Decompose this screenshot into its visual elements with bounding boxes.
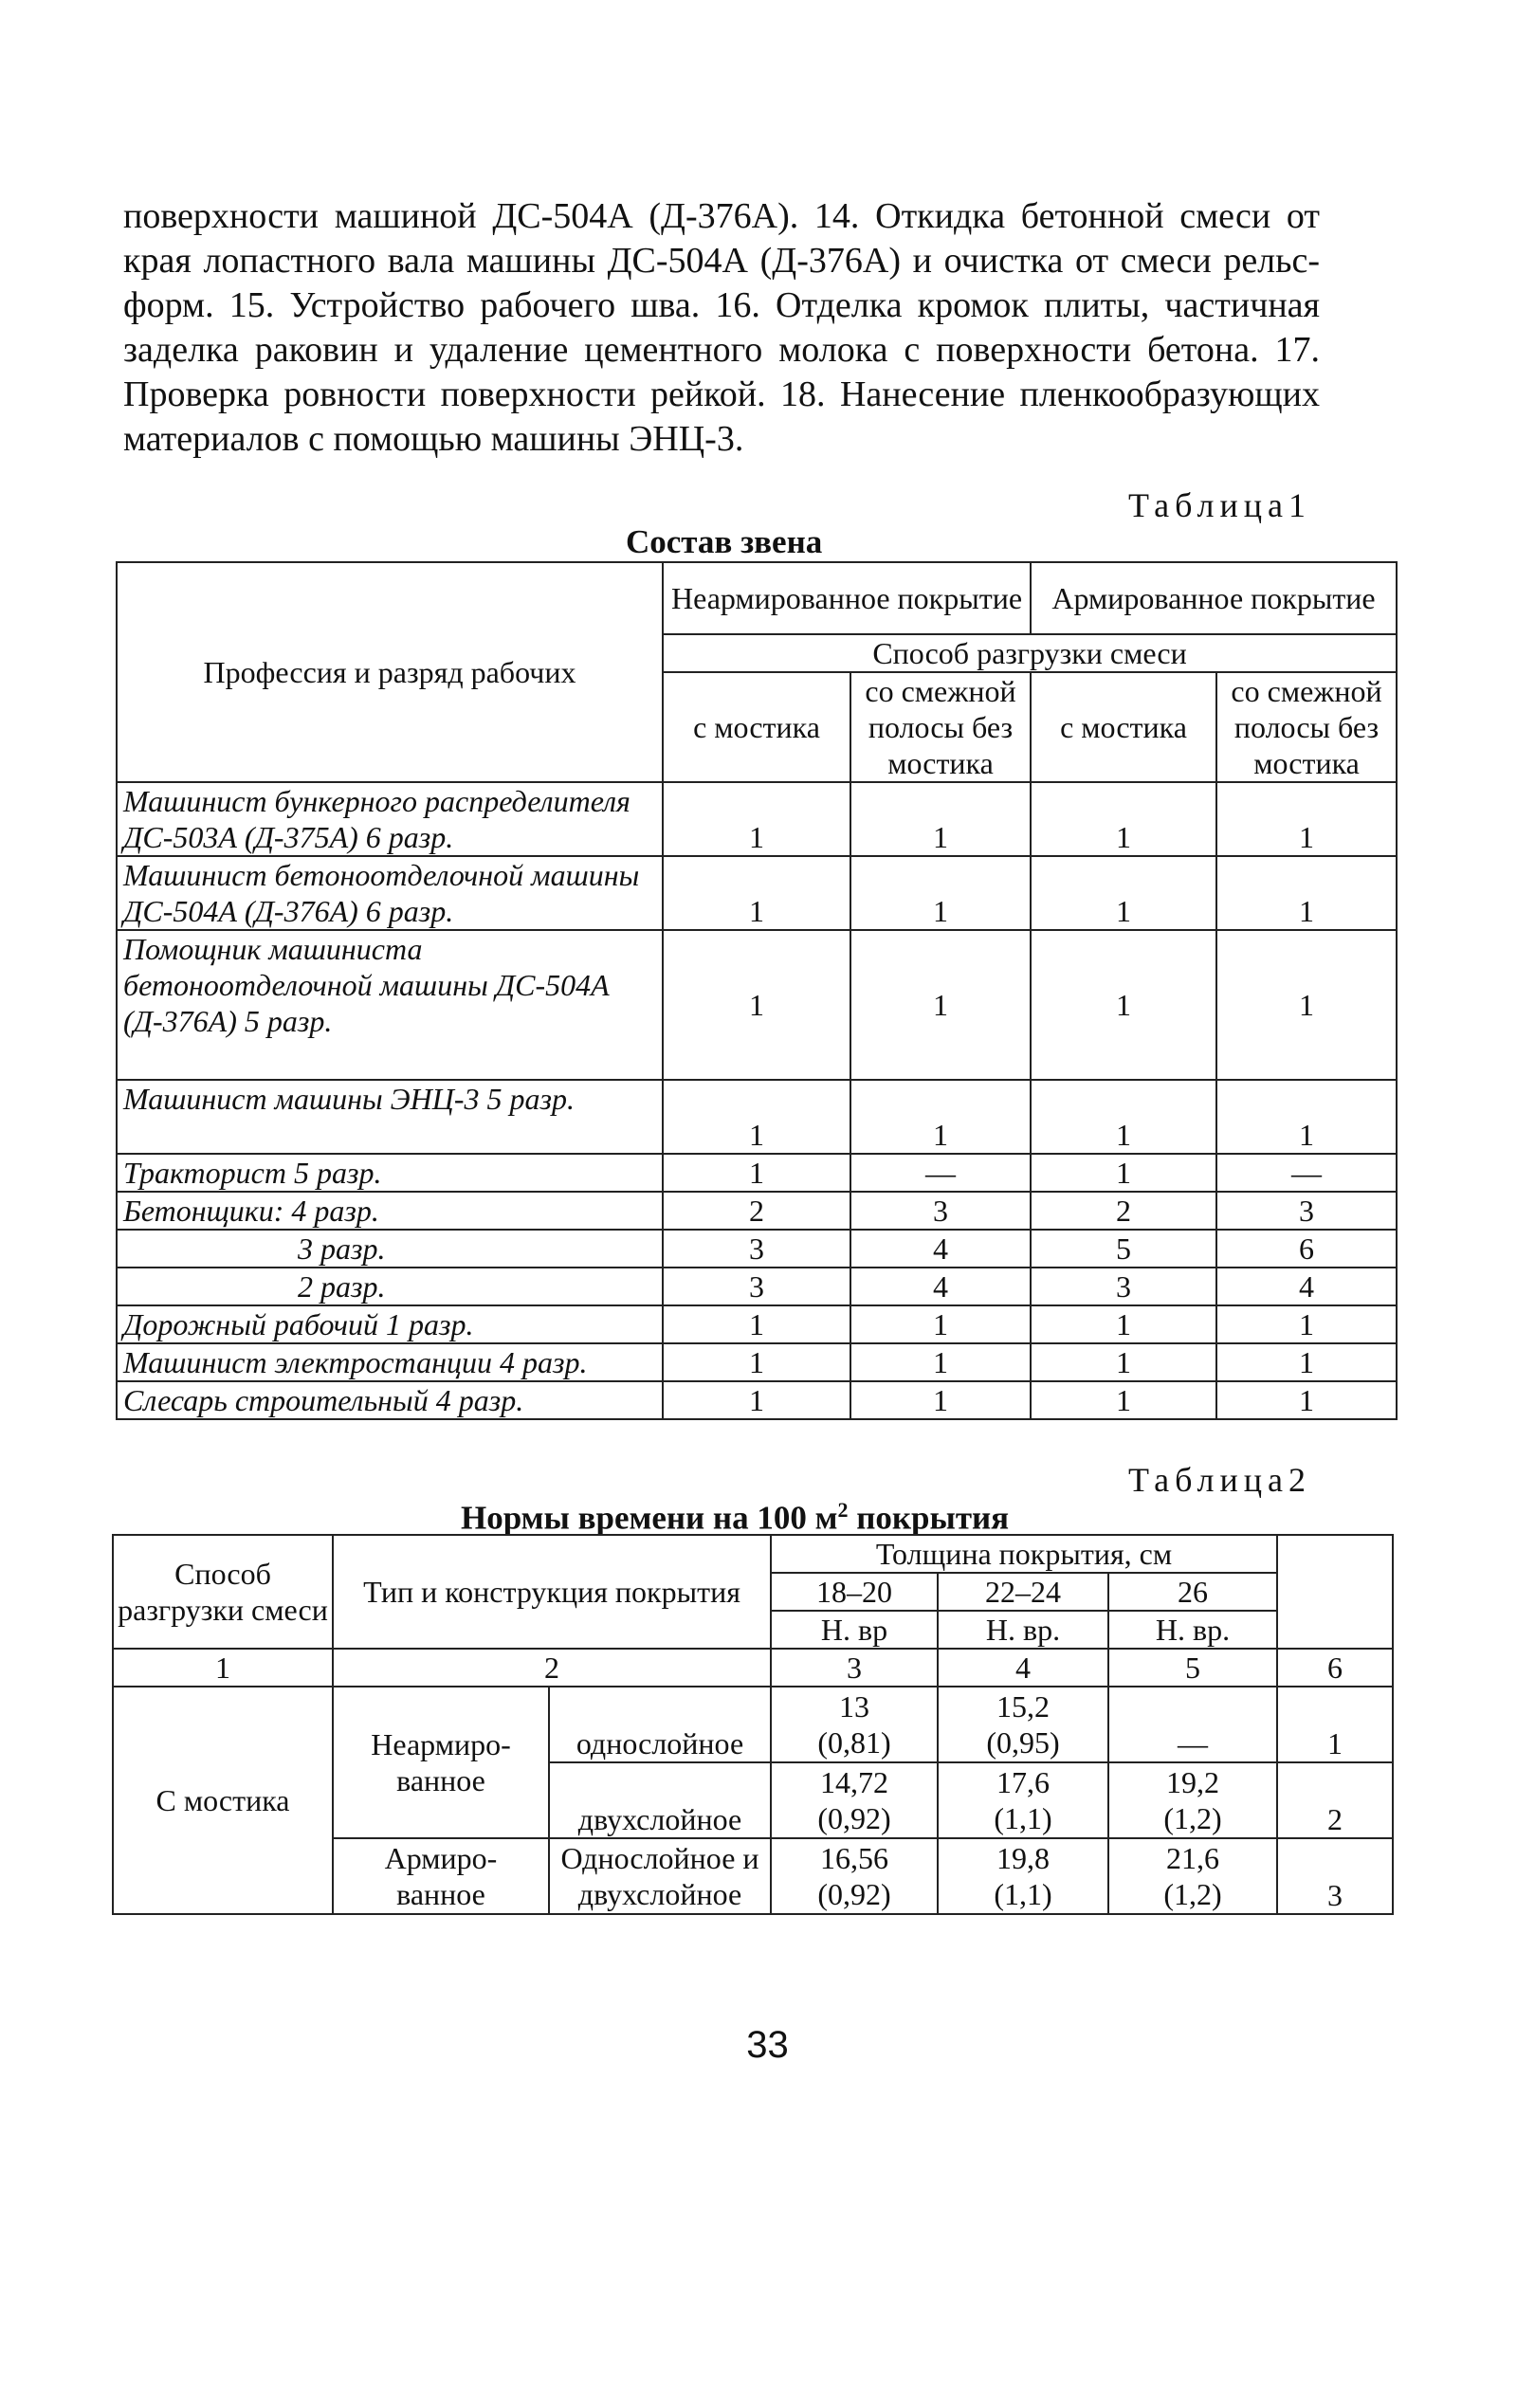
value-cell — [1108, 1838, 1277, 1914]
header-reinforced: Армированное покрытие — [1031, 562, 1397, 634]
count-cell: 4 — [1216, 1268, 1397, 1305]
column-number: 1 — [113, 1649, 333, 1687]
header-from-bridge: с мостика — [663, 672, 850, 782]
row-number-cell: 2 — [1277, 1762, 1393, 1838]
norm-value: 19,8 — [996, 1841, 1050, 1875]
value-cell — [771, 1687, 938, 1762]
count-cell: 1 — [1216, 856, 1397, 930]
header-unloading-method: Способ разгрузки смеси — [663, 634, 1397, 672]
profession-cell: Тракторист 5 разр. — [117, 1154, 663, 1192]
method-cell: С мостика — [113, 1687, 333, 1914]
header-empty — [1277, 1535, 1393, 1649]
count-cell: 1 — [1031, 1080, 1216, 1154]
count-cell: 1 — [1216, 1381, 1397, 1419]
header-thickness-18-20: 18–20 — [771, 1573, 938, 1611]
count-cell: 1 — [850, 1080, 1031, 1154]
header-thickness-22-24: 22–24 — [938, 1573, 1108, 1611]
count-cell: 1 — [850, 782, 1031, 856]
profession-cell: Дорожный рабочий 1 разр. — [117, 1305, 663, 1343]
count-cell: 3 — [663, 1230, 850, 1268]
count-cell: 1 — [1031, 1343, 1216, 1381]
table1-title: Состав звена — [626, 523, 823, 560]
count-cell: 1 — [663, 930, 850, 1080]
count-cell: 2 — [1031, 1192, 1216, 1230]
value-cell — [1108, 1762, 1277, 1838]
table2-title-superscript: 2 — [837, 1498, 849, 1522]
profession-cell: Бетонщики: 4 разр. — [117, 1192, 663, 1230]
count-cell: 1 — [1216, 782, 1397, 856]
table-row — [117, 1230, 1397, 1268]
profession-cell: 3 разр. — [117, 1230, 663, 1268]
norm-value-secondary: (1,1) — [994, 1801, 1052, 1835]
table2-title — [461, 1498, 1009, 1538]
table-row — [117, 1080, 1397, 1154]
construction-double-cell: двухслойное — [549, 1762, 771, 1838]
header-unreinforced: Неармированное покрытие — [663, 562, 1031, 634]
value-cell — [771, 1838, 938, 1914]
count-cell: 1 — [663, 782, 850, 856]
count-cell: — — [1216, 1154, 1397, 1192]
norm-value-secondary: (0,81) — [817, 1725, 891, 1760]
norm-value-secondary: (0,95) — [986, 1725, 1060, 1760]
norm-value-secondary: (1,1) — [994, 1877, 1052, 1911]
header-from-bridge: с мостика — [1031, 672, 1216, 782]
crew-composition-table — [116, 561, 1398, 1420]
count-cell: 1 — [663, 1381, 850, 1419]
value-cell — [771, 1762, 938, 1838]
count-cell: 4 — [850, 1230, 1031, 1268]
body-paragraph: поверхности машиной ДС-504А (Д-376А). 14. Откидка бетонной смеси от края лопастного вала машины ДС-504А (Д-376А) и очистка от смеси рельс-форм. 15. Устройство рабочего шва. 16. Отделка кромок плиты, частичная заделка раковин и удаление цементного молока с поверхности бетона. 17. Проверка ровности поверхности рейкой. 18. Нанесение пленкообразующих материалов с помощью машины ЭНЦ-3. — [123, 196, 1320, 459]
count-cell: — — [850, 1154, 1031, 1192]
table-row — [117, 856, 1397, 930]
count-cell: 1 — [1031, 1381, 1216, 1419]
norm-value-secondary: (1,2) — [1163, 1877, 1222, 1911]
count-cell: 3 — [1031, 1268, 1216, 1305]
count-cell: 6 — [1216, 1230, 1397, 1268]
norm-value: 16,56 — [820, 1841, 888, 1875]
table-row — [117, 930, 1397, 1080]
norm-value-secondary: (1,2) — [1163, 1801, 1222, 1835]
norm-value-secondary: (0,92) — [817, 1877, 891, 1911]
count-cell: 1 — [850, 856, 1031, 930]
count-cell: 1 — [1216, 1305, 1397, 1343]
count-cell: 1 — [663, 1343, 850, 1381]
norm-value: 21,6 — [1166, 1841, 1219, 1875]
norm-value: 15,2 — [996, 1689, 1050, 1724]
column-number: 4 — [938, 1649, 1108, 1687]
count-cell: 1 — [850, 930, 1031, 1080]
table2-title-suffix: покрытия — [848, 1499, 1010, 1537]
table-row — [117, 1305, 1397, 1343]
count-cell: 1 — [1031, 930, 1216, 1080]
table1-caption: Таблица1 — [1128, 486, 1311, 524]
header-unloading-method: Способ разгрузки смеси — [113, 1535, 333, 1649]
profession-cell: Машинист бункерного распределителя ДС-503А (Д-375А) 6 разр. — [117, 782, 663, 856]
table-row — [117, 1154, 1397, 1192]
count-cell: 2 — [663, 1192, 850, 1230]
count-cell: 1 — [850, 1305, 1031, 1343]
header-adjacent-lane: со смежной полосы без мостика — [1216, 672, 1397, 782]
table-row — [117, 1192, 1397, 1230]
value-cell — [938, 1687, 1108, 1762]
count-cell: 3 — [1216, 1192, 1397, 1230]
count-cell: 3 — [663, 1268, 850, 1305]
value-cell: — — [1108, 1687, 1277, 1762]
profession-cell: 2 разр. — [117, 1268, 663, 1305]
norm-value: 13 — [839, 1689, 869, 1724]
norm-value: 14,72 — [820, 1765, 888, 1799]
table-row — [113, 1687, 1393, 1762]
type-reinforced-cell: Армиро-ванное — [333, 1838, 549, 1914]
row-number-cell: 1 — [1277, 1687, 1393, 1762]
table2-title-text: Нормы времени на 100 м — [461, 1499, 838, 1537]
row-number-cell: 3 — [1277, 1838, 1393, 1914]
norm-value: 19,2 — [1166, 1765, 1219, 1799]
column-number: 3 — [771, 1649, 938, 1687]
count-cell: 1 — [663, 1154, 850, 1192]
value-cell — [938, 1762, 1108, 1838]
column-number: 5 — [1108, 1649, 1277, 1687]
time-norms-table — [112, 1534, 1394, 1915]
header-time-norm: Н. вр. — [1108, 1611, 1277, 1649]
table-row — [117, 782, 1397, 856]
count-cell: 1 — [1031, 856, 1216, 930]
header-adjacent-lane: со смежной полосы без мостика — [850, 672, 1031, 782]
profession-cell: Слесарь строительный 4 разр. — [117, 1381, 663, 1419]
table-row — [117, 1343, 1397, 1381]
table-row — [117, 1268, 1397, 1305]
construction-both-cell: Однослойное и двухслойное — [549, 1838, 771, 1914]
header-profession: Профессия и разряд рабочих — [117, 562, 663, 782]
value-cell — [938, 1838, 1108, 1914]
count-cell: 1 — [1031, 1154, 1216, 1192]
norm-value: 17,6 — [996, 1765, 1050, 1799]
count-cell: 1 — [1031, 782, 1216, 856]
profession-cell: Машинист бетоноотделочной машины ДС-504А (Д-376А) 6 разр. — [117, 856, 663, 930]
column-number: 6 — [1277, 1649, 1393, 1687]
count-cell: 5 — [1031, 1230, 1216, 1268]
column-number: 2 — [333, 1649, 771, 1687]
count-cell: 1 — [850, 1381, 1031, 1419]
header-time-norm: Н. вр. — [938, 1611, 1108, 1649]
profession-cell: Машинист электростанции 4 разр. — [117, 1343, 663, 1381]
type-unreinforced-cell: Неармиро-ванное — [333, 1687, 549, 1838]
header-thickness: Толщина покрытия, см — [771, 1535, 1277, 1573]
page-number: 33 — [746, 2024, 789, 2066]
header-thickness-26: 26 — [1108, 1573, 1277, 1611]
construction-single-cell: однослойное — [549, 1687, 771, 1762]
norm-value-secondary: (0,92) — [817, 1801, 891, 1835]
header-type: Тип и конструкция покрытия — [333, 1535, 771, 1649]
count-cell: 1 — [663, 1305, 850, 1343]
profession-cell: Машинист машины ЭНЦ-3 5 разр. — [117, 1080, 663, 1154]
count-cell: 1 — [1031, 1305, 1216, 1343]
count-cell: 4 — [850, 1268, 1031, 1305]
table-row — [117, 1381, 1397, 1419]
count-cell: 1 — [1216, 930, 1397, 1080]
count-cell: 1 — [850, 1343, 1031, 1381]
header-time-norm: Н. вр — [771, 1611, 938, 1649]
count-cell: 1 — [1216, 1080, 1397, 1154]
count-cell: 1 — [663, 1080, 850, 1154]
count-cell: 3 — [850, 1192, 1031, 1230]
profession-cell: Помощник машиниста бетоноотделочной машины ДС-504А (Д-376А) 5 разр. — [117, 930, 663, 1080]
table2-caption: Таблица2 — [1128, 1461, 1311, 1499]
count-cell: 1 — [1216, 1343, 1397, 1381]
count-cell: 1 — [663, 856, 850, 930]
